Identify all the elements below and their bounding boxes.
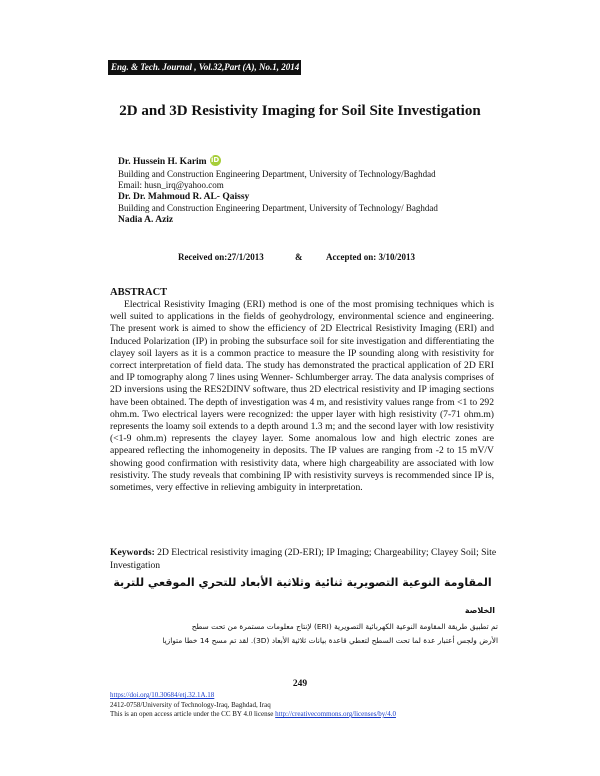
keywords-text: 2D Electrical resistivity imaging (2D-ERI); IP Imaging; Chargeability; Clayey Soil; Site Investigation [110,547,497,571]
keywords-label: Keywords: [110,547,155,558]
doi-link[interactable]: https://doi.org/10.30684/etj.32.1A.18 [110,691,215,699]
arabic-abstract-text [110,620,498,648]
license-link[interactable]: http://creativecommons.org/licenses/by/4.0 [275,710,396,718]
arabic-line-1: تم تطبيق طريقة المقاومة النوعية الكهربائية التصويرية (ERI) لإنتاج معلومات مستمرة من تحت سطح [191,622,498,631]
license-text: This is an open access article under the CC BY 4.0 license [110,710,276,718]
arabic-title: المقاومة النوعية التصويرية ثنائية وثلاثية الأبعاد للتحري الموقعي للتربة [113,576,492,589]
orcid-icon[interactable]: iD [210,156,220,164]
author-2-name: Dr. Dr. Mahmoud R. AL- Qaissy [118,191,250,202]
paper-title: 2D and 3D Resistivity Imaging for Soil Site Investigation [119,103,481,119]
journal-header: Eng. & Tech. Journal , Vol.32,Part (A), No.1, 2014 [108,60,301,75]
abstract-heading: ABSTRACT [110,287,168,298]
arabic-line-2: الأرض ولجس أعتبار عدة لما تحت السطح لتعطي قاعدة بيانات ثلاثية الأبعاد (3D). لقد تم مسح 14 خطا متوازيا [162,636,498,645]
author-2-affiliation: Building and Construction Engineering Department, University of Technology/ Baghdad [118,203,438,213]
keywords [110,547,500,572]
footer [110,691,490,720]
abstract-text: Electrical Resistivity Imaging (ERI) method is one of the most promising techniques which is well suited to applications in the fields of geohydrology, environmental science and engineering. The present work is aimed to show the efficiency of 2D Electrical Resistivity Imaging (ERI) and Induced Polarization (IP) in probing the subsurface soil for site investigation and differentiating the clayey soil layers as it is a common practice to measure the IP sounding along with resistivity for correct interpretation of field data. The study has demonstrated the practical application of 2D ERI and IP tomography along 7 lines using Wenner- Schlumberger array. The data analysis comprises of 2D inversions using the RES2DINV software, thus 2D electrical resistivity and IP imaging sections have been obtained. The depth of investigation was 4 m, and resistivity values range from <1 to 292 ohm.m. Two electrical layers were recognized: the upper layer with high resistivity (7-71 ohm.m) represents the loamy soil extends to a depth around 1.3 m; and the second layer with low resistivity (<1-9 ohm.m) represents the clayey layer. Some anomalous low and high electric zones are appeared reflecting the inhomogeneity in deposits. The IP values are ranging from -2 to 15 mV/V showing good confirmation with resistivity data, where high chargeability are associated with low resistivity. The study reveals that combining IP with resistivity surveys is recommended since IP is, sometimes, very effective in relieving ambiguity in interpretation. [110,299,494,494]
received-date: Received on:27/1/2013 [178,252,264,262]
arabic-abstract-heading: الخلاصة [464,606,495,615]
author-3-name: Nadia A. Aziz [118,214,174,225]
page-number: 249 [292,679,308,689]
submission-dates [178,252,438,262]
author-1-name: Dr. Hussein H. Karim [118,157,207,167]
date-separator: & [295,252,303,262]
author-email: Email: husn_irq@yahoo.com [118,180,224,190]
author-block [118,155,518,226]
accepted-date: Accepted on: 3/10/2013 [326,252,415,262]
author-1-affiliation: Building and Construction Engineering Department, University of Technology/Baghdad [118,168,436,179]
issn-text: 2412-0758/University of Technology-Iraq, Baghdad, Iraq [110,700,271,709]
